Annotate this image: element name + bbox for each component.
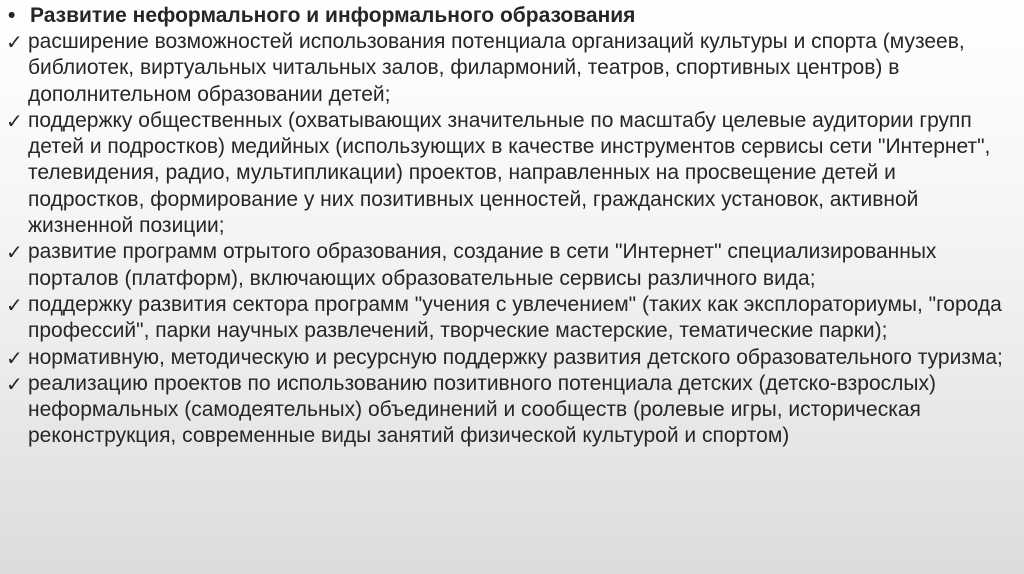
checkmark-icon: ✓ [6,108,23,133]
list-item-text: реализацию проектов по использованию позитивного потенциала детских (детско-взрослых) неформальных (самодеятельных) объединений и сообществ (ролевые игры, историческая реконструкция, современные виды занятий физической культурой и спортом) [28,371,936,448]
list-item-text: развитие программ отрытого образования, создание в сети "Интернет" специализированных порталов (платформ), включающих образовательные сервисы различного вида; [28,240,937,290]
list-item [6,239,1018,292]
list-item [6,292,1018,345]
list-item-text: поддержку общественных (охватывающих значительные по масштабу целевые аудитории групп детей и подростков) медийных (использующих в качестве инструментов сервисы сети "Интернет", телевидения, радио, мультипликации) проектов, направленных на просвещение детей и подростков, формирование у них позитивных ценностей, гражданских установок, активной жизненной позиции; [28,108,991,238]
checkmark-icon: ✓ [6,240,23,265]
list-item-text: нормативную, методическую и ресурсную поддержку развития детского образовательного туризма; [28,345,1003,369]
checkmark-icon: ✓ [6,371,23,396]
checkmark-icon: ✓ [6,30,23,54]
list-item [6,345,1018,371]
list-item [6,371,1018,450]
list-item-text: расширение возможностей использования потенциала организаций культуры и спорта (музеев, библиотек, виртуальных читальных залов, филармоний, театров, спортивных центров) в дополнительном образовании детей; [28,30,965,106]
section-heading [6,3,1018,29]
checkmark-icon: ✓ [6,292,23,317]
list-item-text: поддержку развития сектора программ "учения с увлечением" (таких как эксплораториумы, "города профессий", парки научных развлечений, творческие мастерские, тематические парки); [28,292,1002,343]
bullet-icon: • [8,4,16,27]
slide-content [6,3,1018,450]
list-item [6,108,1018,239]
heading-text: Развитие неформального и информального образования [30,4,636,27]
list-item [6,29,1018,108]
checkmark-icon: ✓ [6,345,23,370]
